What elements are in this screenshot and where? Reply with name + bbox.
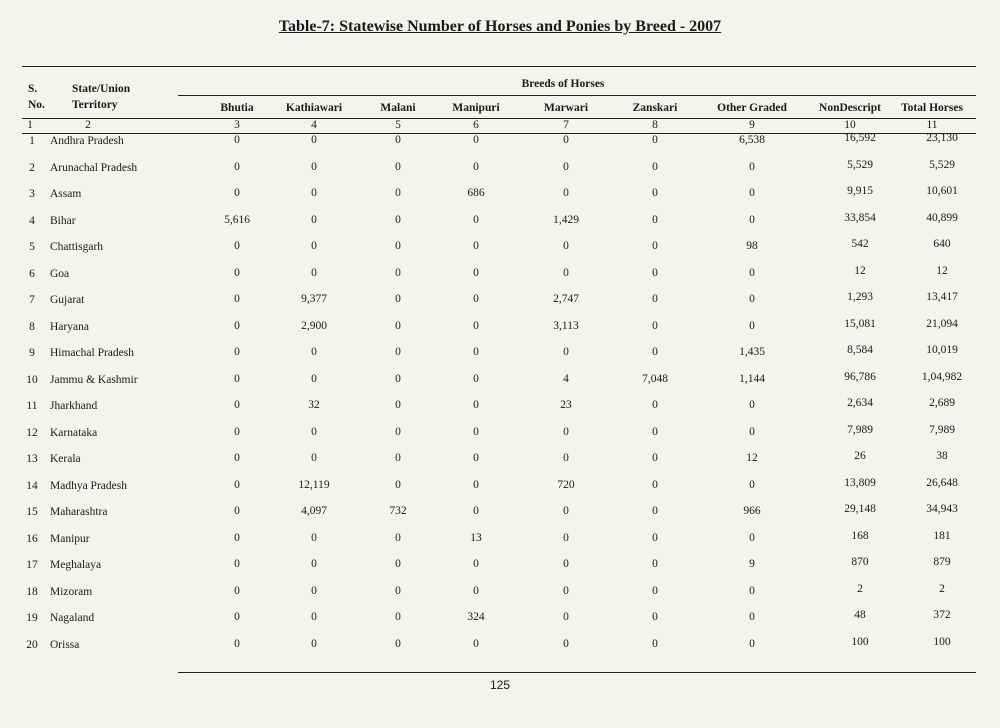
state-header: State/Union (72, 83, 131, 95)
row-value: 0 (234, 505, 240, 517)
row-value: 12 (746, 452, 758, 464)
row-value: 0 (473, 293, 479, 305)
row-value: 32 (308, 399, 320, 411)
column-number: 11 (926, 119, 938, 131)
row-value: 0 (234, 187, 240, 199)
row-value: 0 (652, 187, 658, 199)
row-value: 879 (933, 556, 951, 568)
row-value: 10,601 (926, 185, 958, 197)
row-value: 0 (652, 240, 658, 252)
row-value: 13 (470, 531, 482, 544)
row-value: 0 (473, 478, 479, 491)
row-value: 0 (311, 187, 317, 199)
row-value: 0 (473, 240, 479, 252)
row-value: 0 (311, 160, 317, 173)
row-value: 0 (652, 611, 658, 623)
row-value: 1,293 (847, 291, 873, 303)
row-value: 26,648 (926, 476, 958, 489)
row-value: 0 (749, 637, 755, 650)
row-state: Himachal Pradesh (50, 347, 134, 359)
row-value: 0 (563, 134, 569, 146)
row-value: 1,435 (739, 346, 765, 358)
column-number: 6 (473, 119, 479, 131)
row-value: 0 (563, 611, 569, 623)
row-value: 98 (746, 240, 758, 252)
row-value: 0 (395, 319, 401, 332)
row-sno: 13 (26, 453, 38, 465)
row-value: 13,809 (844, 476, 876, 489)
row-value: 0 (652, 637, 658, 650)
row-sno: 12 (26, 426, 38, 439)
column-header: Other Graded (717, 102, 787, 114)
column-number: 8 (652, 119, 658, 131)
row-value: 0 (395, 399, 401, 411)
row-value: 40,899 (926, 211, 958, 224)
column-header: NonDescript (819, 102, 881, 114)
row-value: 1,144 (739, 372, 765, 385)
row-value: 2,900 (301, 319, 327, 332)
column-header: Zanskari (632, 102, 678, 114)
row-value: 0 (395, 266, 401, 279)
row-value: 0 (311, 558, 317, 570)
row-value: 3,113 (553, 319, 579, 332)
row-value: 0 (473, 266, 479, 279)
column-number: 10 (844, 119, 856, 131)
row-value: 0 (652, 134, 658, 146)
row-value: 7,989 (929, 423, 955, 436)
row-value: 0 (234, 558, 240, 570)
row-value: 0 (749, 611, 755, 623)
row-value: 0 (234, 293, 240, 305)
row-value: 0 (473, 160, 479, 173)
row-state: Kerala (50, 453, 81, 465)
row-sno: 1 (29, 135, 35, 147)
page-title: Table-7: Statewise Number of Horses and Ponies by Breed - 2007 (278, 18, 722, 35)
row-value: 0 (234, 637, 240, 650)
row-value: 0 (395, 452, 401, 464)
row-value: 372 (933, 609, 951, 621)
row-value: 0 (749, 319, 755, 332)
row-state: Karnataka (50, 426, 98, 439)
row-value: 26 (854, 450, 866, 462)
row-value: 0 (311, 637, 317, 650)
row-state: Jammu & Kashmir (50, 373, 138, 386)
column-number: 4 (311, 119, 317, 131)
row-value: 0 (311, 452, 317, 464)
row-value: 0 (234, 346, 240, 358)
row-value: 0 (652, 584, 658, 597)
row-value: 0 (652, 213, 658, 226)
row-value: 15,081 (844, 317, 876, 330)
column-header: Bhutia (220, 102, 254, 114)
row-value: 5,529 (929, 158, 955, 171)
column-header: Malani (380, 102, 416, 114)
row-value: 2,747 (553, 293, 579, 305)
row-value: 0 (652, 505, 658, 517)
row-state: Mizoram (50, 585, 93, 598)
column-header: Manipuri (452, 102, 500, 114)
row-sno: 16 (26, 532, 38, 545)
row-value: 0 (311, 266, 317, 279)
row-value: 0 (652, 266, 658, 279)
row-sno: 15 (26, 506, 38, 518)
row-sno: 4 (29, 214, 35, 227)
table-bottom-rule (178, 672, 976, 673)
row-value: 0 (652, 558, 658, 570)
row-value: 0 (563, 187, 569, 199)
row-value: 0 (473, 558, 479, 570)
row-state: Orissa (50, 638, 80, 651)
row-value: 0 (563, 160, 569, 173)
row-sno: 8 (29, 320, 35, 333)
row-value: 9,377 (301, 293, 327, 305)
row-value: 0 (749, 293, 755, 305)
row-state: Nagaland (50, 612, 95, 624)
row-value: 0 (395, 134, 401, 146)
row-value: 720 (557, 478, 575, 491)
row-sno: 11 (26, 400, 38, 412)
row-value: 0 (311, 346, 317, 358)
row-state: Maharashtra (50, 506, 108, 518)
row-value: 0 (652, 346, 658, 358)
column-header: Total Horses (901, 102, 963, 114)
row-state: Chattisgarh (50, 241, 104, 253)
row-value: 0 (395, 558, 401, 570)
row-value: 0 (234, 134, 240, 146)
row-value: 0 (749, 266, 755, 279)
row-value: 0 (563, 584, 569, 597)
row-value: 0 (234, 452, 240, 464)
breeds-group-rule (178, 95, 976, 96)
row-value: 0 (563, 452, 569, 464)
row-value: 0 (473, 134, 479, 146)
row-state: Goa (50, 267, 70, 280)
row-value: 0 (473, 346, 479, 358)
row-value: 12 (936, 264, 948, 277)
row-value: 0 (234, 584, 240, 597)
row-value: 324 (467, 611, 485, 623)
row-value: 0 (749, 187, 755, 199)
row-value: 0 (749, 425, 755, 438)
row-value: 4,097 (301, 505, 327, 517)
row-sno: 14 (26, 479, 38, 492)
row-value: 0 (395, 213, 401, 226)
row-state: Jharkhand (50, 400, 98, 412)
row-value: 23,130 (926, 132, 958, 144)
row-value: 10,019 (926, 344, 958, 356)
sno-header: S. (28, 83, 38, 95)
row-value: 0 (395, 187, 401, 199)
row-value: 4 (563, 372, 569, 385)
row-value: 0 (749, 584, 755, 597)
row-value: 96,786 (844, 370, 876, 383)
row-value: 0 (395, 611, 401, 623)
row-sno: 2 (29, 161, 35, 174)
row-value: 0 (473, 213, 479, 226)
row-value: 0 (563, 346, 569, 358)
breeds-group-header: Breeds of Horses (521, 78, 605, 90)
row-value: 0 (563, 531, 569, 544)
row-value: 0 (473, 319, 479, 332)
row-value: 870 (851, 556, 869, 568)
row-value: 48 (854, 609, 866, 621)
row-value: 966 (743, 505, 761, 517)
row-value: 0 (234, 531, 240, 544)
row-value: 0 (473, 584, 479, 597)
column-header-rule (22, 118, 976, 119)
row-value: 0 (234, 372, 240, 385)
row-value: 0 (311, 213, 317, 226)
row-value: 0 (652, 425, 658, 438)
page-number: 125 (489, 678, 511, 692)
row-value: 0 (749, 478, 755, 491)
row-value: 0 (749, 213, 755, 226)
row-value: 5,529 (847, 158, 873, 171)
row-value: 0 (652, 478, 658, 491)
row-value: 2,634 (847, 397, 873, 409)
row-value: 0 (395, 637, 401, 650)
row-value: 0 (749, 531, 755, 544)
row-value: 16,592 (844, 132, 876, 144)
row-sno: 18 (26, 585, 38, 598)
row-value: 0 (311, 240, 317, 252)
row-value: 2 (857, 582, 863, 595)
row-value: 9,915 (847, 185, 873, 197)
row-value: 1,429 (553, 213, 579, 226)
row-value: 181 (933, 529, 951, 542)
column-number: 9 (749, 119, 755, 131)
row-value: 0 (234, 240, 240, 252)
row-value: 100 (851, 635, 869, 648)
column-header: Marwari (543, 102, 589, 114)
column-number: 7 (563, 119, 569, 131)
row-sno: 5 (29, 241, 35, 253)
row-value: 0 (311, 425, 317, 438)
row-value: 13,417 (926, 291, 958, 303)
row-sno: 17 (26, 559, 38, 571)
row-value: 9 (749, 558, 755, 570)
row-value: 0 (311, 584, 317, 597)
row-value: 12,119 (298, 478, 330, 491)
row-value: 0 (563, 240, 569, 252)
row-value: 100 (933, 635, 951, 648)
row-value: 0 (749, 160, 755, 173)
row-value: 0 (234, 266, 240, 279)
row-value: 0 (395, 240, 401, 252)
row-value: 2,689 (929, 397, 955, 409)
row-state: Andhra Pradesh (50, 135, 124, 147)
row-value: 21,094 (926, 317, 958, 330)
row-value: 0 (652, 160, 658, 173)
row-state: Bihar (50, 214, 76, 227)
row-value: 0 (473, 399, 479, 411)
row-sno: 10 (26, 373, 38, 386)
row-sno: 19 (26, 612, 38, 624)
row-sno: 3 (29, 188, 35, 200)
row-value: 0 (563, 558, 569, 570)
row-value: 0 (395, 293, 401, 305)
row-value: 0 (395, 478, 401, 491)
row-value: 0 (563, 425, 569, 438)
row-state: Meghalaya (50, 559, 102, 571)
column-number: 2 (85, 119, 91, 131)
row-state: Haryana (50, 320, 89, 333)
column-number-rule (22, 133, 976, 134)
row-value: 34,943 (926, 503, 958, 515)
row-value: 0 (395, 425, 401, 438)
row-state: Gujarat (50, 294, 85, 306)
row-value: 0 (749, 399, 755, 411)
row-value: 33,854 (844, 211, 876, 224)
row-value: 0 (311, 531, 317, 544)
row-state: Assam (50, 188, 82, 200)
row-value: 0 (652, 319, 658, 332)
row-value: 0 (563, 505, 569, 517)
row-value: 1,04,982 (921, 370, 963, 383)
row-value: 0 (563, 637, 569, 650)
row-value: 0 (234, 478, 240, 491)
row-value: 0 (234, 611, 240, 623)
row-state: Arunachal Pradesh (50, 161, 138, 174)
row-value: 6,538 (739, 134, 765, 146)
row-value: 8,584 (847, 344, 873, 356)
row-value: 0 (395, 346, 401, 358)
row-value: 0 (234, 425, 240, 438)
row-value: 38 (936, 450, 948, 462)
sno-header: No. (28, 99, 45, 111)
row-value: 0 (652, 293, 658, 305)
table-top-rule (22, 66, 976, 67)
row-value: 0 (395, 531, 401, 544)
row-value: 0 (311, 611, 317, 623)
row-value: 0 (311, 134, 317, 146)
row-sno: 9 (29, 347, 35, 359)
row-value: 0 (473, 452, 479, 464)
row-state: Madhya Pradesh (50, 479, 127, 492)
row-value: 0 (395, 372, 401, 385)
row-value: 168 (851, 529, 869, 542)
row-value: 7,989 (847, 423, 873, 436)
row-value: 5,616 (224, 213, 250, 226)
column-number: 5 (395, 119, 401, 131)
row-value: 686 (467, 187, 485, 199)
row-value: 0 (395, 584, 401, 597)
row-state: Manipur (50, 532, 90, 545)
row-value: 640 (933, 238, 951, 250)
row-value: 29,148 (844, 503, 876, 515)
row-value: 0 (234, 319, 240, 332)
row-value: 0 (652, 531, 658, 544)
state-header: Territory (72, 99, 118, 111)
column-number: 3 (234, 119, 240, 131)
row-value: 2 (939, 582, 945, 595)
row-value: 0 (473, 425, 479, 438)
row-value: 0 (652, 452, 658, 464)
row-value: 0 (563, 266, 569, 279)
row-sno: 7 (29, 294, 35, 306)
row-value: 0 (234, 399, 240, 411)
row-value: 7,048 (642, 372, 668, 385)
row-value: 732 (389, 505, 407, 517)
row-value: 542 (851, 238, 869, 250)
row-sno: 6 (29, 267, 35, 280)
row-value: 0 (473, 372, 479, 385)
column-header: Kathiawari (285, 102, 343, 114)
row-value: 12 (854, 264, 866, 277)
row-value: 0 (473, 637, 479, 650)
row-value: 0 (311, 372, 317, 385)
row-value: 0 (395, 160, 401, 173)
row-value: 0 (652, 399, 658, 411)
row-value: 0 (234, 160, 240, 173)
column-number: 1 (27, 119, 33, 131)
row-sno: 20 (26, 638, 38, 651)
row-value: 0 (473, 505, 479, 517)
row-value: 23 (560, 399, 572, 411)
